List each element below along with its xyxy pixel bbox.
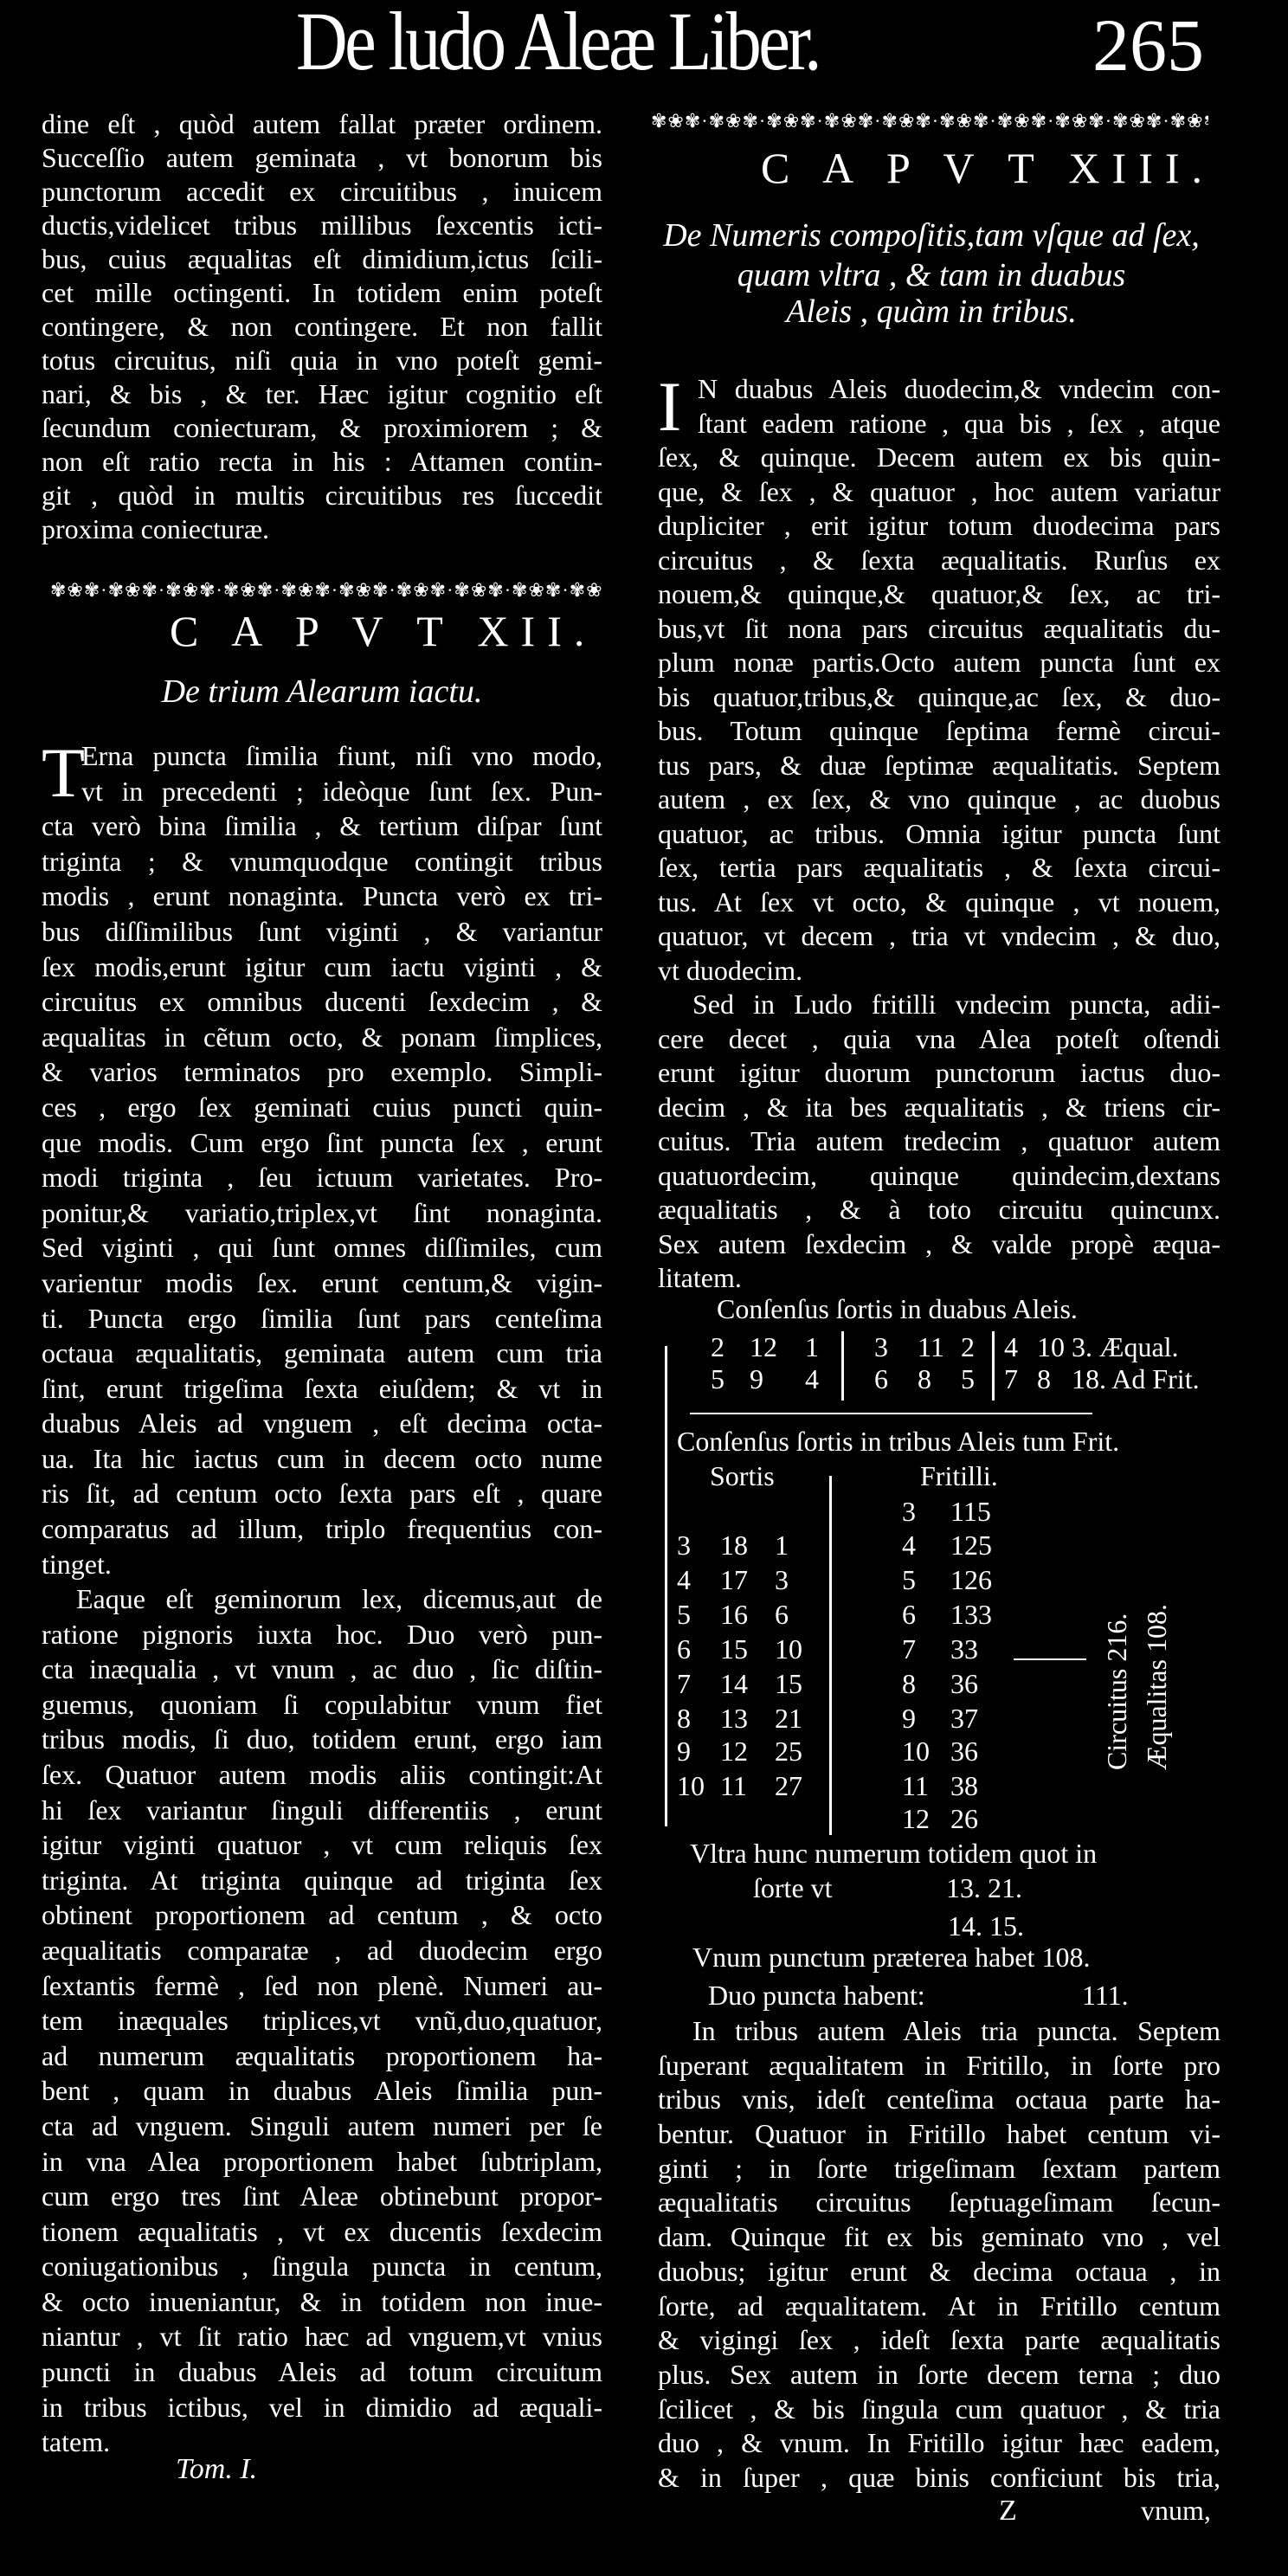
table-cell: 7 <box>677 1668 691 1699</box>
text-line: cum ergo tres ſint Aleæ obtinebunt propor- <box>42 2180 602 2212</box>
table-cell: 18. Ad Frit. <box>1072 1363 1200 1394</box>
table-cell: 25 <box>775 1736 802 1767</box>
text-line: æqualitas in cẽtum octo, & ponam ſimplices, <box>42 1021 602 1053</box>
table-cell: 11 <box>720 1770 747 1801</box>
text-line: ſex, tertia pars æqualitatis , & ſexta circui- <box>658 852 1220 883</box>
text-line: Duo puncta habent: <box>708 1980 925 2011</box>
table-cell: 125 <box>950 1530 992 1561</box>
text-line: hi ſex variantur ſinguli differentiis , erunt <box>42 1794 602 1826</box>
value: 14. 15. <box>948 1910 1024 1942</box>
text-line: plum nonæ partis.Octo autem puncta ſunt ex <box>658 647 1220 678</box>
text-line: que modis. Cum ergo ſint puncta ſex , erunt <box>42 1126 602 1158</box>
chapter-xiii-paragraph-2 <box>658 988 1220 1296</box>
text-line: erunt igitur duorum punctorum iactus duo- <box>658 1057 1220 1088</box>
text-line: guemus, quoniam ſi copulabitur vnum fiet <box>42 1688 602 1720</box>
text-line: dam. Quinque fit ex bis geminato vno , vel <box>658 2221 1220 2253</box>
volume-mark: Tom. I. <box>176 2453 258 2485</box>
table-cell: 8 <box>902 1668 916 1699</box>
table-cell: 1 <box>775 1530 789 1561</box>
text-line: N duabus Aleis duodecim,& vndecim con- <box>698 373 1220 404</box>
table-cell: 7 <box>1004 1363 1018 1394</box>
text-line: in tribus ictibus, vel in dimidio ad æquali- <box>42 2391 602 2423</box>
text-line: & varios terminatos pro exemplo. Simpli- <box>42 1056 602 1088</box>
table-divider <box>992 1331 995 1401</box>
table-rule <box>690 1413 1092 1414</box>
table-cell: 36 <box>950 1736 978 1767</box>
text-line: proxima coniecturæ. <box>42 513 270 544</box>
drop-cap: I <box>658 367 682 446</box>
text-line: Sed viginti , qui ſunt omnes diſſimiles, cum <box>42 1232 602 1264</box>
text-line: litatem. <box>658 1262 742 1293</box>
text-line: bentur. Quatuor in Fritillo habet centum vi- <box>658 2118 1220 2150</box>
text-line: cuitus. Tria autem tredecim , quatuor autem <box>658 1125 1220 1156</box>
text-line: ratione pignoris iuxta hoc. Duo verò pun- <box>42 1618 602 1650</box>
text-line: nari, & bis , & ter. Hæc igitur cognitio eſt <box>42 378 602 409</box>
table-cell: 8 <box>918 1363 931 1394</box>
chapter-heading-xii: C A P V T XII. <box>170 607 597 655</box>
catchword: vnum, <box>1141 2495 1211 2526</box>
table-cell: 1 <box>805 1331 819 1362</box>
text-line: ſex modis,erunt igitur cum iactu viginti , & <box>42 950 602 982</box>
text-line: tionem æqualitatis , vt ex ducentis ſexdecim <box>42 2215 602 2247</box>
table-cell: 37 <box>950 1703 978 1734</box>
table-cell: 6 <box>775 1599 789 1630</box>
table-cell: 16 <box>720 1599 748 1630</box>
table-cell: 7 <box>902 1633 916 1665</box>
table-cell: 10 <box>902 1736 930 1767</box>
text-line: duo , & vnum. In Fritillo igitur hæc eadem, <box>658 2427 1220 2459</box>
circuitus-label: Circuitus 216. <box>1101 1613 1132 1770</box>
table-cell: 10 <box>775 1633 802 1665</box>
text-line: tribus modis, ſi duo, totidem erunt, ergo iam <box>42 1723 602 1755</box>
text-line: tribus vnis, ideſt centeſima octaua parte ha- <box>658 2083 1220 2116</box>
text-line: Sed in Ludo fritilli vndecim puncta, adii- <box>692 989 1220 1020</box>
text-line: circuitus ex omnibus ducenti ſexdecim , & <box>42 986 602 1018</box>
text-line: Succeſſio autem geminata , vt bonorum bis <box>42 142 602 173</box>
table-cell: 17 <box>720 1564 748 1595</box>
text-line: tinget. <box>42 1548 112 1580</box>
page-number: 265 <box>1092 3 1204 87</box>
text-line: bus,vt ſit nona pars circuitus æqualitatis du- <box>658 612 1220 644</box>
table-cell: 3 <box>775 1564 789 1595</box>
text-line: vt in precedenti ; ideòque ſunt ſex. Pun- <box>81 775 602 807</box>
table-cell: 4 <box>1004 1331 1018 1362</box>
text-line: ſex. Quatuor autem modis aliis contingit:At <box>42 1758 602 1790</box>
table-cell: 3. Æqual. <box>1072 1331 1179 1362</box>
ornament-divider <box>50 581 604 600</box>
text-line: ſorte vt <box>753 1872 833 1903</box>
value: 13. 21. <box>946 1872 1022 1903</box>
text-line: Erna puncta ſimilia fiunt, niſi vno modo, <box>81 740 602 771</box>
left-continued-paragraph <box>42 107 602 546</box>
table-cell: 6 <box>902 1599 916 1630</box>
table-cell: 3 <box>874 1331 888 1362</box>
table-two-dice-caption: Conſenſus ſortis in duabus Aleis. <box>717 1293 1078 1324</box>
table-cell: 5 <box>711 1363 724 1394</box>
text-line: cta ad vnguem. Singuli autem numeri per ſe <box>42 2109 602 2141</box>
text-line: duabus Aleis ad vnguem , eſt decima octa- <box>42 1407 602 1439</box>
text-line: quatuordecim, quinque quindecim,dextans <box>658 1159 1220 1191</box>
text-line: æqualitatis comparatæ , ad duodecim ergo <box>42 1934 602 1966</box>
text-line: ris ſit, ad centum octo ſexta pars eſt , quare <box>42 1478 602 1510</box>
table-cell: 33 <box>950 1633 978 1665</box>
table-cell: 3 <box>902 1496 916 1527</box>
text-line: Vltra hunc numerum totidem quot in <box>690 1838 1098 1869</box>
table-cell: 26 <box>950 1803 978 1834</box>
table-cell: 9 <box>677 1736 691 1767</box>
chapter-xii-paragraph-1 <box>42 733 602 1581</box>
text-line: triginta ; & vnumquodque contingit tribus <box>42 845 602 877</box>
table-cell: 4 <box>902 1530 916 1561</box>
table-cell: 5 <box>677 1599 691 1630</box>
text-line: modis , erunt nonaginta. Puncta verò ex tri- <box>42 880 602 912</box>
text-line: cere decet , quia vna Alea poteſt oſtendi <box>658 1022 1220 1054</box>
value: 111. <box>1082 1980 1129 2011</box>
table-cell: 5 <box>961 1363 975 1394</box>
table-cell: 126 <box>950 1564 992 1595</box>
table-cell: 21 <box>775 1703 802 1734</box>
text-line: cet mille octingenti. In totidem enim poteſt <box>42 277 602 308</box>
text-line: ſint, erunt trigeſima ſexta eiuſdem; & vt in <box>42 1372 602 1404</box>
text-line: dupliciter , erit igitur totum duodecima pars <box>658 510 1220 541</box>
table-divider <box>841 1331 844 1401</box>
table-cell: 3 <box>677 1530 691 1561</box>
text-line: ti. Puncta ergo ſimilia ſunt pars centeſima <box>42 1302 602 1334</box>
text-line: triginta. At triginta quinque ad triginta ſex <box>42 1864 602 1896</box>
table-cell: 6 <box>677 1633 691 1665</box>
text-line: bis quatuor,tribus,& quinque,ac ſex, & duo- <box>658 680 1220 712</box>
text-line: quatuor, ac tribus. Omnia igitur puncta ſunt <box>658 817 1220 849</box>
text-line: ſcilicet , & bis ſingula cum quatuor , & tria <box>658 2392 1220 2425</box>
column-header-sortis: Sortis <box>710 1460 775 1491</box>
table-border-left <box>665 1346 667 1826</box>
text-line: que, & ſex , & quatuor , hoc autem variatur <box>658 475 1220 507</box>
table-cell: 10 <box>677 1770 705 1801</box>
text-line: circuitus , & ſexta æqualitatis. Rurſus ex <box>658 544 1220 576</box>
text-line: decim , & ita bes æqualitatis , & triens cir- <box>658 1091 1220 1123</box>
aequalitas-label: Æqualitas 108. <box>1141 1604 1172 1770</box>
table-cell: 5 <box>902 1564 916 1595</box>
table-cell: 115 <box>950 1496 991 1527</box>
text-line: quatuor, vt decem , tria vt vndecim , & duo, <box>658 920 1220 951</box>
table-cell: 9 <box>902 1703 916 1734</box>
text-line: ſex, & quinque. Decem autem ex bis quin- <box>658 441 1220 473</box>
text-line: octaua æqualitatis, geminata autem cum tria <box>42 1337 602 1369</box>
table-cell: 15 <box>775 1668 802 1699</box>
table-cell: 15 <box>720 1633 748 1665</box>
table-cell: 11 <box>918 1331 944 1362</box>
table-divider <box>829 1476 832 1835</box>
text-line: tus. At ſex vt octo, & quinque , vt nouem, <box>658 886 1220 918</box>
ornament-divider <box>651 112 1208 131</box>
text-line: in vna Alea proportionem habet ſubtriplam, <box>42 2145 602 2177</box>
chapter-subtitle-line: De Numeris compoſitis,tam vſque ad ſex, <box>663 217 1200 254</box>
table-three-dice-caption: Conſenſus ſortis in tribus Aleis tum Frit. <box>677 1426 1120 1457</box>
table-cell: 2 <box>961 1331 975 1362</box>
text-line: ſorte, ad æqualitatem. At in Fritillo centum <box>658 2289 1220 2322</box>
text-line: niantur , vt ſit ratio hæc ad vnguem,vt vnius <box>42 2321 602 2353</box>
text-line: æqualitatis circuitus ſeptuageſimam ſecun- <box>658 2186 1220 2219</box>
text-line: vt duodecim. <box>658 954 803 986</box>
table-cell: 36 <box>950 1668 978 1699</box>
text-line: varientur modis ſex. erunt centum,& vigin- <box>42 1266 602 1298</box>
text-line: contingere, & non contingere. Et non fallit <box>42 311 602 342</box>
text-line: cta inæqualia , vt vnum , ac duo , ſic diſtin- <box>42 1653 602 1685</box>
table-cell: 11 <box>902 1770 929 1801</box>
table-cell: 4 <box>805 1363 819 1394</box>
text-line: duobus; igitur erunt & decima octaua , in <box>658 2255 1220 2287</box>
table-cell: 18 <box>720 1530 748 1561</box>
text-line: tem inæquales triplices,vt vnũ,duo,quatuor, <box>42 2005 602 2037</box>
chapter-subtitle-line: quam vltra , & tam in duabus <box>737 257 1126 293</box>
chapter-subtitle-line: Aleis , quàm in tribus. <box>786 293 1077 330</box>
text-line: bus diſſimilibus ſunt viginti , & variantur <box>42 915 602 947</box>
column-header-fritilli: Fritilli. <box>920 1460 998 1491</box>
text-line: autem , ex ſex, & vno quinque , ac duobus <box>658 783 1220 815</box>
table-cell: 10 <box>1037 1331 1065 1362</box>
text-line: bus, cuius æqualitas eſt dimidium,ictus ſcili- <box>42 243 602 274</box>
table-cell: 8 <box>1037 1363 1051 1394</box>
text-line: In tribus autem Aleis tria puncta. Septem <box>692 2015 1220 2046</box>
text-line: coniugationibus , ſingula puncta in centum, <box>42 2251 602 2283</box>
text-line: Eaque eſt geminorum lex, dicemus,aut de <box>76 1583 602 1614</box>
text-line: ponitur,& variatio,triplex,vt ſint nonaginta. <box>42 1196 602 1228</box>
text-line: obtinent proportionem ad centum , & octo <box>42 1899 602 1931</box>
chapter-subtitle-xii: De trium Alearum iactu. <box>161 673 483 710</box>
table-cell: 12 <box>902 1803 930 1834</box>
table-cell: 9 <box>750 1363 763 1394</box>
table-cell: 27 <box>775 1770 802 1801</box>
text-line: cta verò bina ſimilia , & tertium diſpar ſunt <box>42 810 602 842</box>
text-line: æqualitatis , & à toto circuitu quincunx. <box>658 1194 1220 1225</box>
text-line: ginti ; in ſorte trigeſimam ſextam partem <box>658 2152 1220 2184</box>
text-line: puncti in duabus Aleis ad totum circuitum <box>42 2356 602 2388</box>
text-line: & vigingi ſex , ideſt ſexta parte æqualitatis <box>658 2324 1220 2356</box>
running-title: De ludo Aleæ Liber. <box>296 0 820 87</box>
text-line: & in ſuper , quæ binis conficiunt bis tria, <box>658 2461 1220 2493</box>
text-line: ſextantis fermè , ſed non plenè. Numeri au- <box>42 1969 602 2001</box>
text-line: modi triginta , ſeu ictuum varietates. Pro- <box>42 1162 602 1194</box>
table-cell: 13 <box>720 1703 748 1734</box>
text-line: totus circuitus, niſi quia in vno poteſt gemi- <box>42 345 602 376</box>
chapter-xiii-paragraph-3 <box>658 2014 1220 2496</box>
text-line: git , quòd in multis circuitibus res ſuccedit <box>42 480 602 511</box>
text-line: & octo inueniantur, & in totidem non inue- <box>42 2285 602 2317</box>
table-cell: 6 <box>874 1363 888 1394</box>
table-cell: 133 <box>950 1599 992 1630</box>
chapter-heading-xiii: C A P V T XIII. <box>761 144 1214 192</box>
drop-cap: T <box>42 733 86 812</box>
text-line: tus pars, & duæ ſeptimæ æqualitatis. Septem <box>658 749 1220 781</box>
table-cell: 12 <box>720 1736 748 1767</box>
table-cell: 4 <box>677 1564 691 1595</box>
text-line: non eſt ratio recta in his : Attamen contin- <box>42 446 602 477</box>
table-cell: 2 <box>711 1331 724 1362</box>
text-line: ductis,videlicet tribus millibus ſexcentis icti- <box>42 209 602 241</box>
text-line: bus. Totum quinque ſeptima fermè circui- <box>658 715 1220 746</box>
signature-mark: Z <box>999 2495 1017 2527</box>
text-line: punctorum accedit ex circuitibus , inuicem <box>42 176 602 207</box>
table-cell: 8 <box>677 1703 691 1734</box>
text-line: ad numerum æqualitatis proportionem ha- <box>42 2039 602 2071</box>
chapter-xiii-paragraph-1 <box>658 367 1220 988</box>
table-cell: 12 <box>750 1331 777 1362</box>
text-line: dine eſt , quòd autem fallat præter ordinem. <box>42 108 602 139</box>
table-cell: 14 <box>720 1668 748 1699</box>
text-line: plus. Sex autem in ſorte decem terna ; duo <box>658 2358 1220 2390</box>
text-line: Vnum punctum præterea habet 108. <box>692 1942 1091 1973</box>
text-line: ſuperant æqualitatem in Fritillo, in ſorte pro <box>658 2049 1220 2081</box>
text-line: igitur viginti quatuor , vt cum reliquis ſex <box>42 1829 602 1861</box>
text-line: bent , quam in duabus Aleis ſimilia pun- <box>42 2075 602 2107</box>
text-line: tatem. <box>42 2426 111 2458</box>
text-line: ua. Ita hic iactus cum in decem octo nume <box>42 1442 602 1474</box>
text-line: nouem,& quinque,& quatuor,& ſex, ac tri- <box>658 578 1220 609</box>
text-line: Sex autem ſexdecim , & valde propè æqua- <box>658 1227 1220 1259</box>
chapter-xii-paragraph-2 <box>42 1581 602 2460</box>
text-line: ſtant eadem ratione , qua bis , ſex , atque <box>698 407 1220 439</box>
table-cell: 38 <box>950 1770 978 1801</box>
text-line: ces , ergo ſex geminati cuius puncti quin- <box>42 1091 602 1123</box>
bracket-line <box>1014 1658 1086 1660</box>
text-line: comparatus ad illum, triplo frequentius con- <box>42 1513 602 1545</box>
text-line: ſecundum coniecturam, & proximiorem ; & <box>42 412 602 443</box>
